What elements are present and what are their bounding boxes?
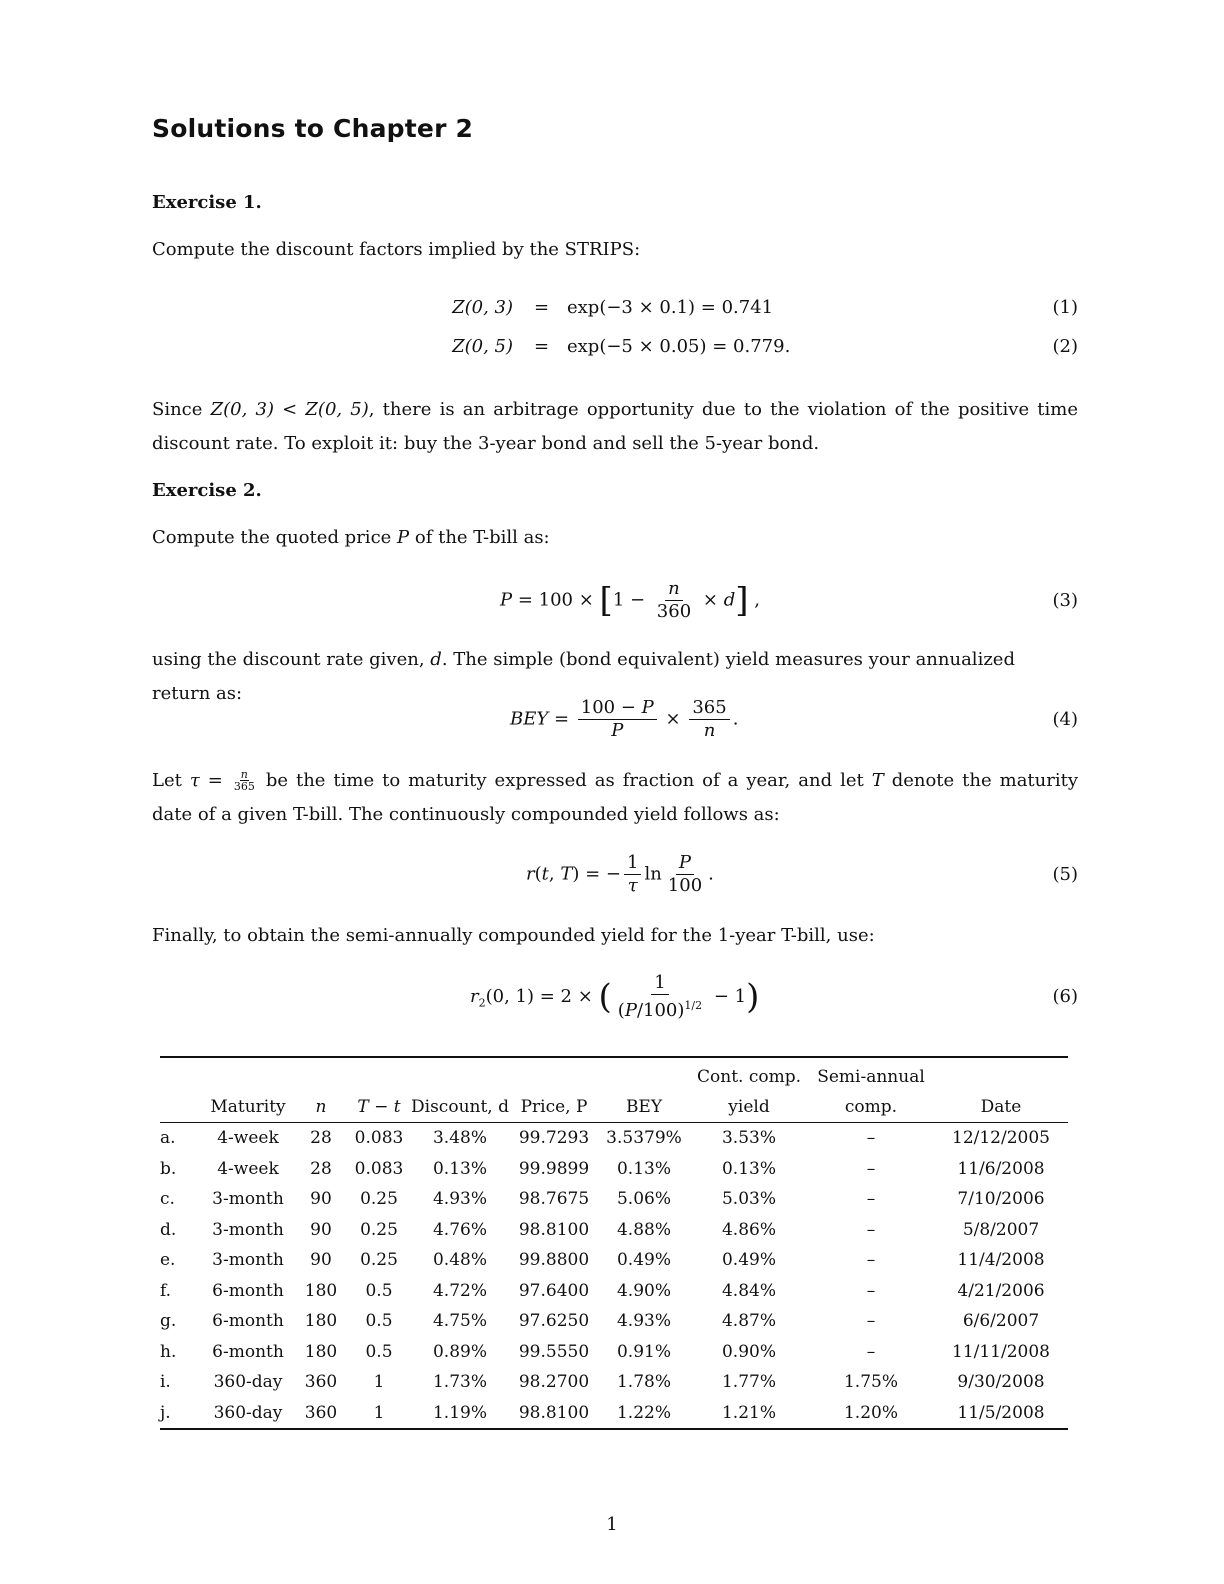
equation-2: [152, 336, 1078, 368]
table-cell: –: [866, 1250, 876, 1271]
table-cell: 0.25: [360, 1250, 398, 1271]
conclusion-inequality: Z(0, 3) < Z(0, 5): [210, 399, 369, 420]
table-cell: 180: [304, 1280, 338, 1301]
table-cell: 1.21%: [690, 1398, 808, 1430]
table-cell: 4/21/2006: [957, 1280, 1045, 1301]
table-cell: 360-day: [202, 1398, 294, 1430]
equation-2-rhs: exp(−5 × 0.05) = 0.779.: [567, 336, 791, 357]
table-cell: 0.13%: [721, 1158, 776, 1179]
table-row: [160, 1184, 1068, 1215]
table-row: [160, 1154, 1068, 1185]
table-cell: 90: [310, 1250, 332, 1271]
table-cell: 1.78%: [616, 1372, 671, 1393]
header-cont-yield: yield: [690, 1092, 808, 1123]
table-row: [160, 1276, 1068, 1307]
intro-var-p: P: [397, 527, 410, 548]
table-cell: 99.7293: [518, 1128, 590, 1149]
table-cell: –: [866, 1189, 876, 1210]
table-cell: 6-month: [212, 1341, 284, 1362]
let-text-a: Let: [152, 770, 190, 791]
exercise-2-finally: Finally, to obtain the semi-annually compounded yield for the 1-year T-bill, use:: [152, 925, 875, 946]
equation-4: [152, 697, 1078, 745]
page-number: 1: [606, 1514, 618, 1535]
table-cell: 0.48%: [432, 1250, 487, 1271]
exercise-1-conclusion: [152, 393, 1078, 461]
table-cell: 98.7675: [518, 1189, 590, 1210]
table-cell: –: [866, 1128, 876, 1149]
table-cell: e.: [160, 1250, 176, 1271]
table-cell: 180: [304, 1311, 338, 1332]
equation-6: [152, 972, 1078, 1022]
table-cell: 6-month: [212, 1280, 284, 1301]
table-cell: 12/12/2005: [952, 1128, 1050, 1149]
table-cell: 98.2700: [518, 1372, 590, 1393]
table-cell: 4.88%: [616, 1219, 671, 1240]
header-price: Price, P: [510, 1092, 598, 1123]
table-cell: 4.87%: [721, 1311, 776, 1332]
equation-5-body: r(t, T) = − $\frac{1}{\tau}$ ln $\frac{P}{100}$ .: [526, 852, 714, 896]
table-cell: 4.93%: [616, 1311, 671, 1332]
table-cell: 0.25: [360, 1189, 398, 1210]
table-cell: i.: [160, 1372, 171, 1393]
exercise-1-heading: Exercise 1.: [152, 192, 262, 213]
equation-1-lhs: Z(0, 3): [452, 297, 513, 318]
header-date: Date: [934, 1092, 1068, 1123]
table-cell: b.: [160, 1158, 177, 1179]
table-cell: 97.6400: [518, 1280, 590, 1301]
tbill-table: [160, 1056, 1068, 1430]
table-cell: 98.8100: [510, 1398, 598, 1430]
table-cell: 99.9899: [518, 1158, 590, 1179]
table-cell: 9/30/2008: [957, 1372, 1045, 1393]
equation-4-number: (4): [1052, 709, 1078, 730]
let-text-c: denote the maturity date of a given T-bill. The continuously compounded yield follows as:: [152, 770, 1079, 825]
exercise-2-heading: Exercise 2.: [152, 480, 262, 501]
header-n: n: [294, 1092, 348, 1123]
table-cell: 90: [310, 1219, 332, 1240]
table-cell: 3.48%: [432, 1128, 487, 1149]
conclusion-text-b: , there is an arbitrage opportunity due to the violation of the positive time discount rate. To exploit it: buy the 3-year bond and sell the 5-year bond.: [152, 399, 1079, 454]
header-bey: BEY: [598, 1092, 690, 1123]
table-cell: 4.90%: [616, 1280, 671, 1301]
after-eq3-var-d: d: [430, 649, 442, 670]
equation-3-body: P = 100 × [1 − $\frac{n}{360}$ × d] ,: [500, 578, 760, 622]
header-semi-annual: Semi-annual: [808, 1057, 934, 1092]
table-cell: 6-month: [212, 1311, 284, 1332]
table-cell: –: [866, 1219, 876, 1240]
table-cell: 11/6/2008: [957, 1158, 1045, 1179]
equation-1-number: (1): [1052, 297, 1078, 318]
table-cell: 0.25: [360, 1219, 398, 1240]
table-cell: 97.6250: [518, 1311, 590, 1332]
table-cell: 4.75%: [432, 1311, 487, 1332]
table-cell: 11/5/2008: [934, 1398, 1068, 1430]
table-cell: j.: [160, 1398, 202, 1430]
equation-3: [152, 578, 1078, 622]
let-text-b: be the time to maturity expressed as fraction of a year, and let: [257, 770, 872, 791]
equation-5-number: (5): [1052, 864, 1078, 885]
table-cell: 4.84%: [721, 1280, 776, 1301]
table-cell: a.: [160, 1128, 176, 1149]
table-cell: 28: [310, 1128, 332, 1149]
table-row: [160, 1123, 1068, 1154]
table-cell: 1.77%: [721, 1372, 776, 1393]
intro-text-b: of the T-bill as:: [409, 527, 550, 548]
table-cell: 90: [310, 1189, 332, 1210]
table-cell: 0.49%: [616, 1250, 671, 1271]
header-semi-comp: comp.: [808, 1092, 934, 1123]
table-cell: 0.083: [354, 1128, 404, 1149]
header-discount: Discount, d: [410, 1092, 510, 1123]
table-row: [160, 1398, 1068, 1430]
header-cont-comp: Cont. comp.: [690, 1057, 808, 1092]
intro-text-a: Compute the quoted price: [152, 527, 398, 548]
table-cell: 360: [304, 1372, 338, 1393]
table-cell: 11/4/2008: [957, 1250, 1045, 1271]
equation-2-number: (2): [1052, 336, 1078, 357]
table-cell: 0.49%: [721, 1250, 776, 1271]
table-cell: 99.5550: [518, 1341, 590, 1362]
table-cell: 0.5: [365, 1280, 393, 1301]
table-cell: 5/8/2007: [962, 1219, 1040, 1240]
table-cell: 4.76%: [432, 1219, 487, 1240]
table-cell: 0.91%: [616, 1341, 671, 1362]
table-cell: 4.86%: [721, 1219, 776, 1240]
exercise-2-intro: [152, 521, 1078, 555]
after-eq3-text-b: . The simple (bond equivalent) yield measures your annualized return as:: [152, 649, 1015, 704]
table-cell: 1: [373, 1372, 385, 1393]
table-cell: 4-week: [217, 1158, 279, 1179]
table-cell: 360-day: [213, 1372, 283, 1393]
table-row: [160, 1306, 1068, 1337]
exercise-1-intro: Compute the discount factors implied by the STRIPS:: [152, 239, 641, 260]
header-maturity: Maturity: [202, 1092, 294, 1123]
header-t: T − t: [348, 1092, 410, 1123]
table-row: [160, 1245, 1068, 1276]
table-cell: h.: [160, 1341, 177, 1362]
table-cell: 0.89%: [432, 1341, 487, 1362]
let-var-t: T: [871, 770, 884, 791]
table-cell: 98.8100: [518, 1219, 590, 1240]
equation-2-lhs: Z(0, 5): [452, 336, 513, 357]
table-cell: 180: [304, 1341, 338, 1362]
exercise-2-let-tau: Let τ = $\frac{n}{365}$ be the time to maturity expressed as fraction of a year, and let T denote the maturity date of a given T-bill. The continuously compounded yield follows as:: [152, 768, 1079, 825]
table-cell: 1.75%: [843, 1372, 898, 1393]
equation-6-number: (6): [1052, 986, 1078, 1007]
table-row: [160, 1215, 1068, 1246]
table-cell: 1.22%: [598, 1398, 690, 1430]
table-cell: f.: [160, 1280, 172, 1301]
table-cell: 3.53%: [721, 1128, 776, 1149]
table-cell: 0.13%: [616, 1158, 671, 1179]
table-cell: 6/6/2007: [962, 1311, 1040, 1332]
after-eq3-text-a: using the discount rate given,: [152, 649, 431, 670]
table-cell: 4.93%: [432, 1189, 487, 1210]
table-cell: 7/10/2006: [957, 1189, 1045, 1210]
table-cell: 3-month: [212, 1189, 284, 1210]
table-cell: 1.19%: [410, 1398, 510, 1430]
chapter-title: Solutions to Chapter 2: [152, 114, 474, 143]
table-cell: g.: [160, 1311, 177, 1332]
table-cell: 11/11/2008: [952, 1341, 1050, 1362]
table-cell: 1.20%: [808, 1398, 934, 1430]
table-cell: 0.5: [365, 1341, 393, 1362]
table-cell: 0.083: [354, 1158, 404, 1179]
table-cell: 0.90%: [721, 1341, 776, 1362]
equation-4-body: BEY = $\frac{100 - P}{P}$ × $\frac{365}{n}$ .: [510, 697, 739, 741]
table-cell: 1: [348, 1398, 410, 1430]
equation-3-number: (3): [1052, 590, 1078, 611]
table-cell: 5.06%: [616, 1189, 671, 1210]
table-cell: 3-month: [212, 1250, 284, 1271]
table-header-row-top: [160, 1057, 1068, 1092]
table-cell: 28: [310, 1158, 332, 1179]
table-cell: 1.73%: [432, 1372, 487, 1393]
table-cell: –: [866, 1280, 876, 1301]
table-cell: 0.5: [365, 1311, 393, 1332]
conclusion-text-a: Since: [152, 399, 211, 420]
table-cell: 4.72%: [432, 1280, 487, 1301]
equation-5: [152, 852, 1078, 900]
table-cell: c.: [160, 1189, 175, 1210]
equation-1-equals: =: [534, 297, 550, 318]
table-cell: d.: [160, 1219, 177, 1240]
table-cell: 3-month: [212, 1219, 284, 1240]
table-cell: –: [866, 1158, 876, 1179]
table-cell: 3.5379%: [606, 1128, 682, 1149]
equation-1-rhs: exp(−3 × 0.1) = 0.741: [567, 297, 774, 318]
table-cell: 99.8800: [518, 1250, 590, 1271]
table-cell: –: [866, 1341, 876, 1362]
table-cell: 5.03%: [721, 1189, 776, 1210]
table-cell: 4-week: [217, 1128, 279, 1149]
table-header-row: [160, 1092, 1068, 1123]
equation-2-equals: =: [534, 336, 550, 357]
equation-1: [152, 297, 1078, 329]
table-cell: –: [866, 1311, 876, 1332]
equation-6-body: $r_2(0$, 1) = 2 × ( $\frac{1}{(P/100)^{1/2}}$ − 1): [470, 972, 760, 1021]
table-row: [160, 1337, 1068, 1368]
table-cell: 0.13%: [432, 1158, 487, 1179]
table-row: [160, 1367, 1068, 1398]
table-cell: 360: [294, 1398, 348, 1430]
